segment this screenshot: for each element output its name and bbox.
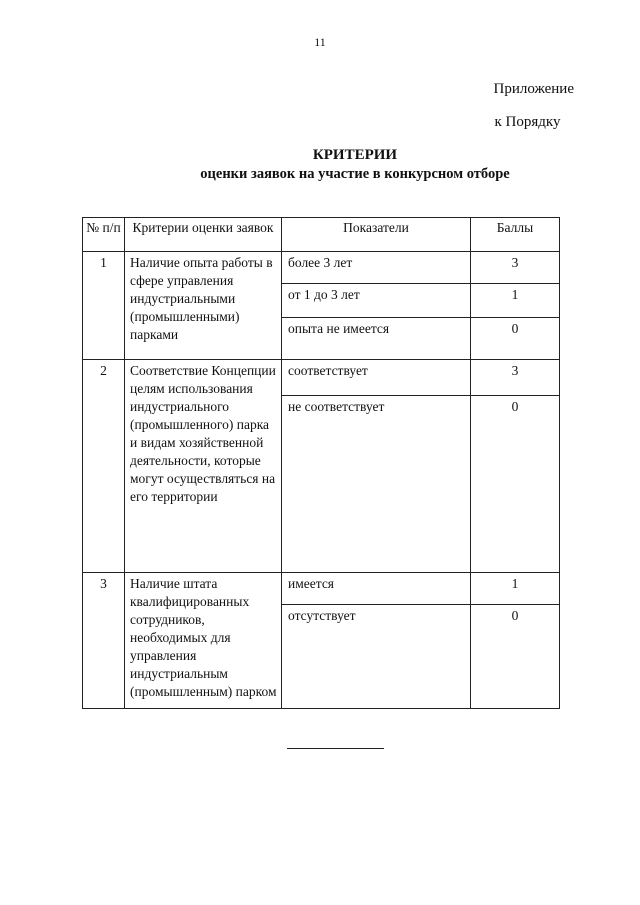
appendix-note (493, 73, 574, 139)
header-num: № п/п (83, 218, 125, 252)
indicator-label: имеется (282, 573, 471, 605)
indicator-label: соответствует (282, 360, 471, 396)
indicator-score: 0 (471, 396, 560, 573)
table-row (83, 360, 560, 396)
table-row (83, 252, 560, 284)
header-criterion: Критерии оценки заявок (125, 218, 282, 252)
indicator-label: отсутствует (282, 605, 471, 709)
appendix-line-1: Приложение (493, 81, 574, 97)
row-num: 2 (83, 360, 125, 573)
row-num: 1 (83, 252, 125, 360)
appendix-line-2: к Порядку (494, 114, 561, 130)
row-criterion: Наличие штата квалифицированных сотрудников, необходимых для управления индустриальным (промышленным) парком (125, 573, 282, 709)
indicator-label: от 1 до 3 лет (282, 284, 471, 318)
row-criterion: Наличие опыта работы в сфере управления индустриальными (промышленными) парками (125, 252, 282, 360)
end-separator-line (287, 748, 384, 749)
indicator-score: 1 (471, 284, 560, 318)
indicator-score: 0 (471, 318, 560, 360)
document-title: КРИТЕРИИ (312, 147, 398, 163)
table-header-row (83, 218, 560, 252)
indicator-score: 3 (471, 252, 560, 284)
indicator-score: 1 (471, 573, 560, 605)
row-num: 3 (83, 573, 125, 709)
indicator-label: более 3 лет (282, 252, 471, 284)
row-criterion: Соответствие Концепции целям использования индустриального (промышленного) парка и видам хозяйственной деятельности, которые могут осуществляться на его территории (125, 360, 282, 573)
criteria-table (82, 217, 560, 709)
header-score: Баллы (471, 218, 560, 252)
document-subtitle: оценки заявок на участие в конкурсном отборе (200, 166, 510, 182)
indicator-score: 0 (471, 605, 560, 709)
table-row (83, 573, 560, 605)
page-number: 11 (314, 35, 326, 49)
indicator-score: 3 (471, 360, 560, 396)
indicator-label: не соответствует (282, 396, 471, 573)
indicator-label: опыта не имеется (282, 318, 471, 360)
header-indicators: Показатели (282, 218, 471, 252)
